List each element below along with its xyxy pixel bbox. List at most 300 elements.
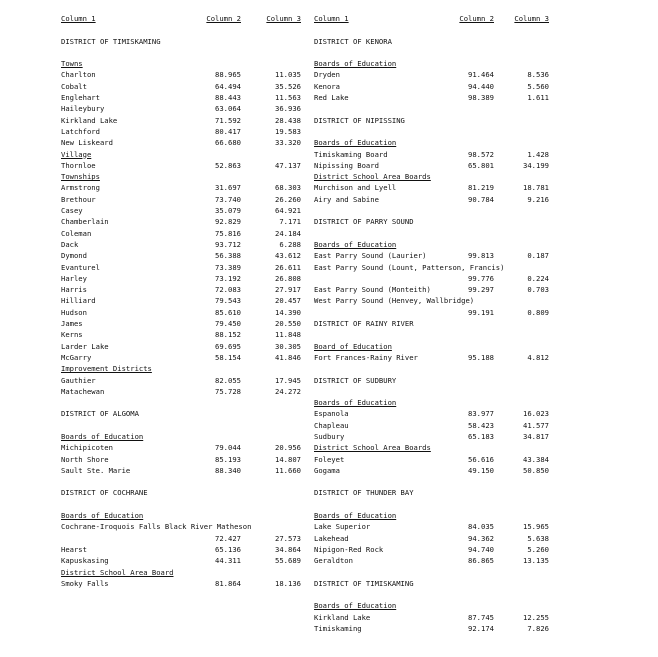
column-2-value: 93.712 <box>215 239 241 249</box>
district-name: DISTRICT OF ALGOMA <box>61 409 139 419</box>
row-name: Matachewan <box>61 386 105 396</box>
table-row <box>314 420 549 431</box>
column-3-value: 55.689 <box>275 556 301 566</box>
table-row <box>314 555 549 566</box>
column-2-value: 86.865 <box>468 556 494 566</box>
row-name: Lakehead <box>314 533 349 543</box>
section-heading-text: District School Area Boards <box>314 443 431 453</box>
section-heading <box>314 510 549 521</box>
section-heading-text: Townships <box>61 172 100 182</box>
column-3-value: 14.807 <box>275 454 301 464</box>
table-row <box>61 341 301 352</box>
district-title <box>61 487 301 498</box>
section-heading <box>314 341 549 352</box>
row-name: North Shore <box>61 454 109 464</box>
column-3-value: 50.850 <box>523 465 549 475</box>
column-3-value: 41.846 <box>275 352 301 362</box>
table-row <box>61 329 301 340</box>
table-row <box>61 115 301 126</box>
district-title <box>314 578 549 589</box>
row-name: Airy and Sabine <box>314 194 379 204</box>
section-heading-text: Boards of Education <box>314 239 397 249</box>
column-2-value: 64.494 <box>215 81 241 91</box>
table-row <box>314 533 549 544</box>
row-name: Smoky Falls <box>61 578 109 588</box>
column-2-value: 75.816 <box>215 228 241 238</box>
table-row <box>61 228 301 239</box>
row-name: Armstrong <box>61 183 100 193</box>
row-name: Nipigon-Red Rock <box>314 544 384 554</box>
column-3-value: 26.808 <box>275 273 301 283</box>
row-name: Thornloe <box>61 160 96 170</box>
section-heading-text: Village <box>61 149 92 159</box>
row-name: Nipissing Board <box>314 160 379 170</box>
column-2-value: 98.389 <box>468 93 494 103</box>
column-header-row <box>61 13 301 24</box>
district-title <box>314 115 549 126</box>
column-2-value: 72.427 <box>215 533 241 543</box>
column-3-value: 41.577 <box>523 420 549 430</box>
column-1-header: Column 1 <box>61 14 96 23</box>
table-row <box>61 544 301 555</box>
column-3-value: 15.965 <box>523 522 549 532</box>
column-2-value: 73.192 <box>215 273 241 283</box>
column-2-value: 35.079 <box>215 206 241 216</box>
column-3-value: 30.305 <box>275 341 301 351</box>
column-3-value: 19.583 <box>275 126 301 136</box>
table-row <box>61 454 301 465</box>
column-3-value: 11.848 <box>275 330 301 340</box>
column-3-value: 0.224 <box>527 273 549 283</box>
column-3-value: 9.216 <box>527 194 549 204</box>
section-heading <box>61 363 301 374</box>
column-3-value: 11.563 <box>275 93 301 103</box>
column-3-value: 8.536 <box>527 70 549 80</box>
column-2-header: Column 2 <box>206 14 241 23</box>
column-3-value: 5.560 <box>527 81 549 91</box>
row-name: East Parry Sound (Lount, Patterson, Francis) <box>314 262 505 272</box>
section-heading <box>61 510 301 521</box>
column-2-value: 75.728 <box>215 386 241 396</box>
row-name: Cobalt <box>61 81 87 91</box>
section-heading-text: Improvement Districts <box>61 364 152 374</box>
spacer <box>314 47 549 58</box>
table-row <box>61 442 301 453</box>
table-row <box>61 81 301 92</box>
row-name: Harris <box>61 285 87 295</box>
column-2-value: 91.464 <box>468 70 494 80</box>
row-name: Harley <box>61 273 87 283</box>
district-name: DISTRICT OF SUDBURY <box>314 375 397 385</box>
column-2-value: 88.340 <box>215 465 241 475</box>
table-row <box>61 578 301 589</box>
row-name: Espanola <box>314 409 349 419</box>
section-heading <box>61 171 301 182</box>
column-2-value: 56.616 <box>468 454 494 464</box>
table-row <box>314 352 549 363</box>
column-3-value: 16.023 <box>523 409 549 419</box>
column-2-value: 88.965 <box>215 70 241 80</box>
column-2-value: 85.610 <box>215 307 241 317</box>
row-name: Casey <box>61 206 83 216</box>
spacer <box>314 126 549 137</box>
row-name: Kerns <box>61 330 83 340</box>
section-heading <box>314 397 549 408</box>
column-3-value: 0.187 <box>527 251 549 261</box>
district-name: DISTRICT OF THUNDER BAY <box>314 488 414 498</box>
table-row <box>61 465 301 476</box>
table-row <box>61 205 301 216</box>
column-2-value: 82.055 <box>215 375 241 385</box>
section-heading <box>61 567 301 578</box>
row-name: Hilliard <box>61 296 96 306</box>
spacer <box>314 567 549 578</box>
table-row <box>314 454 549 465</box>
table-row <box>314 408 549 419</box>
section-heading <box>314 171 549 182</box>
row-name: Cochrane-Iroquois Falls Black River Matheson <box>61 522 252 532</box>
row-name: Red Lake <box>314 93 349 103</box>
spacer <box>61 397 301 408</box>
table-row <box>61 194 301 205</box>
column-1-header: Column 1 <box>314 14 349 23</box>
row-name: Englehart <box>61 93 100 103</box>
row-name: East Parry Sound (Monteith) <box>314 285 431 295</box>
column-2-value: 90.784 <box>468 194 494 204</box>
column-3-value: 64.921 <box>275 206 301 216</box>
spacer <box>314 228 549 239</box>
section-heading-text: District School Area Board <box>61 567 174 577</box>
column-3-value: 5.260 <box>527 544 549 554</box>
column-3-value: 0.809 <box>527 307 549 317</box>
column-3-value: 34.199 <box>523 160 549 170</box>
column-3-value: 34.817 <box>523 431 549 441</box>
column-3-value: 7.826 <box>527 624 549 634</box>
section-heading <box>314 137 549 148</box>
row-name: Dack <box>61 239 79 249</box>
row-name: Hearst <box>61 544 87 554</box>
district-name: DISTRICT OF PARRY SOUND <box>314 217 414 227</box>
row-name: New Liskeard <box>61 138 113 148</box>
table-row <box>314 250 549 261</box>
spacer <box>314 476 549 487</box>
row-name: Murchison and Lyell <box>314 183 397 193</box>
table-row <box>61 262 301 273</box>
column-2-value: 81.219 <box>468 183 494 193</box>
column-3-value: 11.035 <box>275 70 301 80</box>
table-row <box>61 533 301 544</box>
district-title <box>314 487 549 498</box>
right-column <box>314 13 549 634</box>
table-row <box>314 149 549 160</box>
row-name: Kenora <box>314 81 340 91</box>
column-2-value: 69.695 <box>215 341 241 351</box>
column-3-value: 47.137 <box>275 160 301 170</box>
column-2-value: 52.863 <box>215 160 241 170</box>
section-heading-text: Towns <box>61 59 83 69</box>
column-2-value: 94.740 <box>468 544 494 554</box>
column-2-value: 95.188 <box>468 352 494 362</box>
section-heading <box>314 442 549 453</box>
column-2-value: 63.064 <box>215 104 241 114</box>
column-2-value: 73.740 <box>215 194 241 204</box>
row-name: Lake Superior <box>314 522 371 532</box>
table-row <box>61 521 301 532</box>
column-2-value: 31.697 <box>215 183 241 193</box>
column-2-value: 94.440 <box>468 81 494 91</box>
row-name: Larder Lake <box>61 341 109 351</box>
row-name: Chamberlain <box>61 217 109 227</box>
table-row <box>61 239 301 250</box>
table-row <box>61 284 301 295</box>
spacer <box>314 24 549 35</box>
column-2-value: 49.150 <box>468 465 494 475</box>
left-column <box>61 13 301 589</box>
section-heading-text: Boards of Education <box>314 511 397 521</box>
column-2-value: 99.191 <box>468 307 494 317</box>
column-3-header: Column 3 <box>514 14 549 23</box>
column-3-value: 17.945 <box>275 375 301 385</box>
column-2-value: 98.572 <box>468 149 494 159</box>
table-row <box>314 273 549 284</box>
column-2-value: 79.543 <box>215 296 241 306</box>
table-row <box>314 160 549 171</box>
column-2-value: 71.592 <box>215 115 241 125</box>
column-2-value: 94.362 <box>468 533 494 543</box>
table-row <box>314 262 549 273</box>
table-row <box>314 69 549 80</box>
column-3-value: 43.612 <box>275 251 301 261</box>
table-row <box>314 81 549 92</box>
column-3-value: 26.611 <box>275 262 301 272</box>
spacer <box>61 47 301 58</box>
section-heading-text: Boards of Education <box>314 601 397 611</box>
column-2-value: 92.829 <box>215 217 241 227</box>
table-row <box>61 92 301 103</box>
table-row <box>314 182 549 193</box>
column-2-value: 84.035 <box>468 522 494 532</box>
table-row <box>61 160 301 171</box>
column-3-value: 20.457 <box>275 296 301 306</box>
section-heading-text: Boards of Education <box>314 138 397 148</box>
column-3-value: 26.260 <box>275 194 301 204</box>
row-name: Gogama <box>314 465 340 475</box>
column-3-value: 18.781 <box>523 183 549 193</box>
column-3-value: 6.288 <box>279 239 301 249</box>
row-name: Timiskaming Board <box>314 149 388 159</box>
column-2-value: 72.083 <box>215 285 241 295</box>
row-name: James <box>61 319 83 329</box>
column-3-value: 27.917 <box>275 285 301 295</box>
column-3-value: 27.573 <box>275 533 301 543</box>
section-heading <box>314 600 549 611</box>
spacer <box>314 589 549 600</box>
row-name: Michipicoten <box>61 443 113 453</box>
table-row <box>61 126 301 137</box>
column-2-value: 65.801 <box>468 160 494 170</box>
column-3-value: 68.303 <box>275 183 301 193</box>
district-name: DISTRICT OF TIMISKAMING <box>314 578 414 588</box>
column-3-value: 24.272 <box>275 386 301 396</box>
district-title <box>61 36 301 47</box>
column-2-value: 79.044 <box>215 443 241 453</box>
column-2-value: 79.450 <box>215 319 241 329</box>
section-heading-text: Boards of Education <box>314 59 397 69</box>
spacer <box>314 386 549 397</box>
column-2-value: 66.680 <box>215 138 241 148</box>
district-name: DISTRICT OF TIMISKAMING <box>61 36 161 46</box>
row-name: Foleyet <box>314 454 345 464</box>
row-name: Brethour <box>61 194 96 204</box>
column-3-value: 33.320 <box>275 138 301 148</box>
column-2-value: 65.183 <box>468 431 494 441</box>
column-2-value: 58.154 <box>215 352 241 362</box>
section-heading-text: District School Area Boards <box>314 172 431 182</box>
row-name: Gauthier <box>61 375 96 385</box>
spacer <box>61 24 301 35</box>
column-2-value: 99.297 <box>468 285 494 295</box>
column-2-value: 65.136 <box>215 544 241 554</box>
district-name: DISTRICT OF NIPISSING <box>314 115 405 125</box>
district-name: DISTRICT OF RAINY RIVER <box>314 319 414 329</box>
column-2-value: 92.174 <box>468 624 494 634</box>
column-2-value: 88.443 <box>215 93 241 103</box>
district-name: DISTRICT OF COCHRANE <box>61 488 148 498</box>
column-2-value: 80.417 <box>215 126 241 136</box>
column-2-value: 87.745 <box>468 612 494 622</box>
column-3-value: 11.660 <box>275 465 301 475</box>
row-name: Dryden <box>314 70 340 80</box>
section-heading <box>61 149 301 160</box>
column-2-value: 85.193 <box>215 454 241 464</box>
column-3-value: 20.550 <box>275 319 301 329</box>
table-row <box>314 431 549 442</box>
table-row <box>61 273 301 284</box>
row-name: Latchford <box>61 126 100 136</box>
table-row <box>61 375 301 386</box>
column-2-value: 88.152 <box>215 330 241 340</box>
column-3-value: 18.136 <box>275 578 301 588</box>
table-row <box>314 544 549 555</box>
column-2-value: 44.311 <box>215 556 241 566</box>
row-name: Charlton <box>61 70 96 80</box>
spacer <box>314 363 549 374</box>
column-3-value: 1.611 <box>527 93 549 103</box>
row-name: Timiskaming <box>314 624 362 634</box>
table-row <box>314 92 549 103</box>
spacer <box>314 499 549 510</box>
section-heading-text: Boards of Education <box>314 398 397 408</box>
column-3-value: 4.812 <box>527 352 549 362</box>
spacer <box>61 499 301 510</box>
section-heading <box>61 431 301 442</box>
row-name: Sudbury <box>314 431 345 441</box>
row-name: Coleman <box>61 228 92 238</box>
column-3-value: 24.184 <box>275 228 301 238</box>
column-2-value: 56.388 <box>215 251 241 261</box>
column-3-value: 0.703 <box>527 285 549 295</box>
row-name: West Parry Sound (Henvey, Wallbridge) <box>314 296 475 306</box>
table-row <box>61 250 301 261</box>
row-name: Kirkland Lake <box>314 612 371 622</box>
district-title <box>314 375 549 386</box>
column-2-value: 58.423 <box>468 420 494 430</box>
row-name: Evanturel <box>61 262 100 272</box>
column-2-value: 99.776 <box>468 273 494 283</box>
table-row <box>61 307 301 318</box>
column-3-header: Column 3 <box>266 14 301 23</box>
column-3-value: 35.526 <box>275 81 301 91</box>
spacer <box>61 476 301 487</box>
column-3-value: 43.384 <box>523 454 549 464</box>
column-3-value: 34.864 <box>275 544 301 554</box>
table-row <box>61 352 301 363</box>
column-3-value: 14.390 <box>275 307 301 317</box>
spacer <box>314 205 549 216</box>
district-title <box>314 318 549 329</box>
section-heading-text: Boards of Education <box>61 431 144 441</box>
table-row <box>314 194 549 205</box>
district-title <box>314 36 549 47</box>
section-heading-text: Boards of Education <box>61 511 144 521</box>
section-heading-text: Board of Education <box>314 341 392 351</box>
table-row <box>314 307 549 318</box>
table-row <box>61 318 301 329</box>
section-heading <box>61 58 301 69</box>
spacer <box>314 329 549 340</box>
column-2-value: 73.389 <box>215 262 241 272</box>
table-row <box>61 182 301 193</box>
table-row <box>61 103 301 114</box>
table-row <box>61 555 301 566</box>
column-2-value: 81.864 <box>215 578 241 588</box>
district-name: DISTRICT OF KENORA <box>314 36 392 46</box>
column-3-value: 20.956 <box>275 443 301 453</box>
row-name: Kirkland Lake <box>61 115 118 125</box>
section-heading <box>314 58 549 69</box>
column-3-value: 13.135 <box>523 556 549 566</box>
table-row <box>61 137 301 148</box>
row-name: Geraldton <box>314 556 353 566</box>
row-name: Sault Ste. Marie <box>61 465 131 475</box>
row-name: Hudson <box>61 307 87 317</box>
column-2-value: 83.977 <box>468 409 494 419</box>
table-row <box>314 612 549 623</box>
spacer <box>314 103 549 114</box>
row-name: Chapleau <box>314 420 349 430</box>
row-name: Dymond <box>61 251 87 261</box>
row-name: Kapuskasing <box>61 556 109 566</box>
table-row <box>61 295 301 306</box>
table-row <box>314 623 549 634</box>
column-3-value: 1.428 <box>527 149 549 159</box>
section-heading <box>314 239 549 250</box>
spacer <box>61 420 301 431</box>
table-row <box>314 465 549 476</box>
row-name: East Parry Sound (Laurier) <box>314 251 427 261</box>
table-row <box>61 386 301 397</box>
district-title <box>61 408 301 419</box>
row-name: McGarry <box>61 352 92 362</box>
district-title <box>314 216 549 227</box>
column-2-value: 99.813 <box>468 251 494 261</box>
table-row <box>314 284 549 295</box>
table-row <box>61 69 301 80</box>
column-3-value: 7.171 <box>279 217 301 227</box>
column-3-value: 5.638 <box>527 533 549 543</box>
row-name: Fort Frances-Rainy River <box>314 352 418 362</box>
column-header-row <box>314 13 549 24</box>
